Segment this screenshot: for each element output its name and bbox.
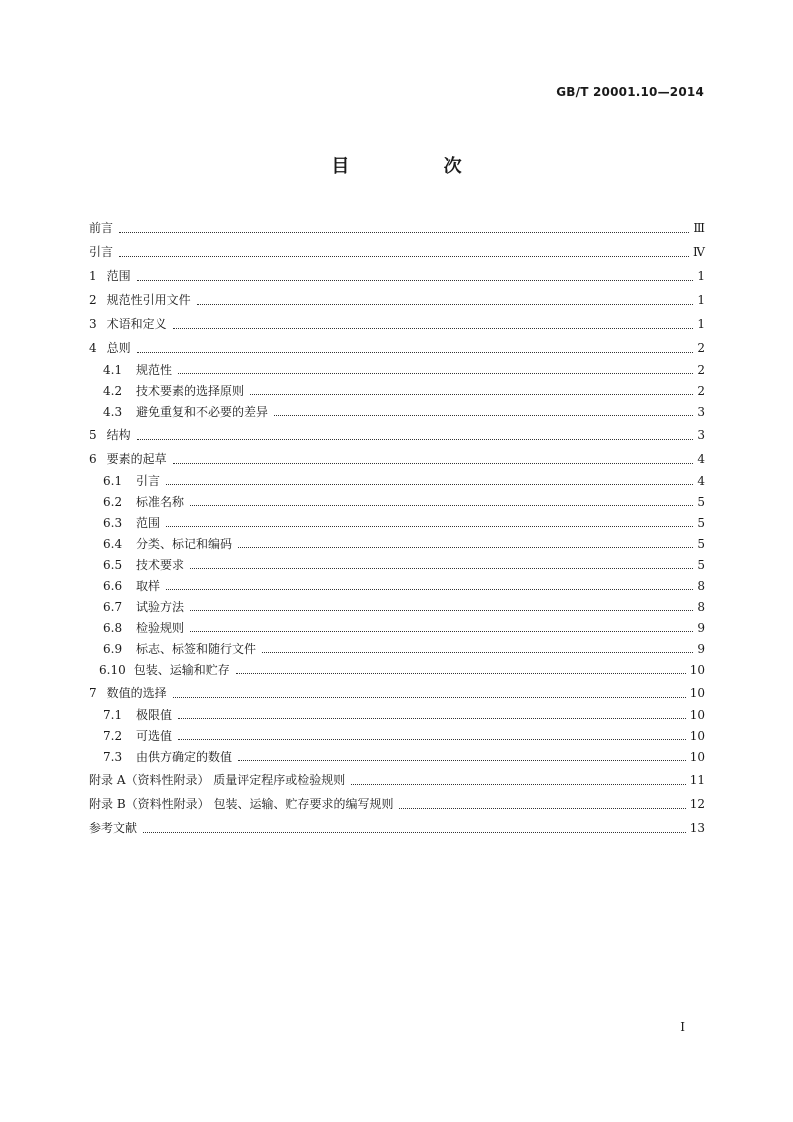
toc-entry-number: 7.3	[103, 750, 123, 764]
toc-entry-number: 6.3	[103, 516, 123, 530]
toc-dot-leader	[262, 652, 693, 653]
toc-entry[interactable]	[89, 423, 705, 447]
toc-entry-page: 2	[697, 341, 705, 355]
toc-entry[interactable]	[89, 576, 705, 597]
toc-entry-label: 标志、标签和随行文件	[136, 642, 257, 656]
toc-entry-label: 总则	[106, 341, 131, 355]
toc-entry-page: 1	[697, 269, 705, 283]
toc-entry-page: 10	[689, 729, 705, 743]
toc-entry[interactable]	[89, 618, 705, 639]
toc-entry-number: 6.2	[103, 495, 123, 509]
toc-entry-label: 分类、标记和编码	[136, 537, 233, 551]
toc-dot-leader	[178, 373, 693, 374]
toc-entry-page: 10	[689, 686, 705, 700]
toc-dot-leader	[173, 697, 686, 698]
toc-dot-leader	[236, 673, 686, 674]
toc-entry-page: 10	[689, 750, 705, 764]
toc-entry-label: 规范性引用文件	[106, 293, 191, 307]
toc-entry[interactable]	[89, 513, 705, 534]
toc-entry-label: 标准名称	[136, 495, 185, 509]
toc-entry[interactable]	[89, 534, 705, 555]
toc-entry-label: 技术要素的选择原则	[136, 384, 245, 398]
toc-entry[interactable]	[89, 216, 705, 240]
page-number: Ⅰ	[680, 1020, 685, 1034]
toc-entry-number: 1	[89, 269, 97, 283]
toc-entry[interactable]	[89, 381, 705, 402]
toc-entry-number: 3	[89, 317, 97, 331]
toc-entry-label: 范围	[106, 269, 131, 283]
toc-entry[interactable]	[89, 264, 705, 288]
toc-entry-label: 参考文献	[89, 821, 138, 835]
toc-entry[interactable]	[89, 816, 705, 840]
toc-entry[interactable]	[89, 336, 705, 360]
toc-entry-page: 2	[697, 384, 705, 398]
toc-dot-leader	[166, 484, 693, 485]
table-of-contents	[89, 216, 705, 840]
toc-dot-leader	[119, 256, 689, 257]
toc-entry-number: 6.7	[103, 600, 123, 614]
toc-entry-page: 3	[697, 428, 705, 442]
toc-entry-page: 5	[697, 558, 705, 572]
toc-entry[interactable]	[89, 360, 705, 381]
toc-entry-page: 5	[697, 495, 705, 509]
toc-entry-number: 6.9	[103, 642, 123, 656]
toc-entry-label: 规范性	[136, 363, 173, 377]
toc-dot-leader	[190, 631, 693, 632]
toc-entry[interactable]	[89, 471, 705, 492]
toc-dot-leader	[190, 505, 693, 506]
toc-entry-page: 8	[697, 579, 705, 593]
toc-entry-page: 9	[697, 621, 705, 635]
toc-entry-label: 术语和定义	[106, 317, 167, 331]
toc-entry-number: 2	[89, 293, 97, 307]
toc-entry-label: 包装、运输和贮存	[133, 663, 230, 677]
toc-entry-label: 由供方确定的数值	[136, 750, 233, 764]
toc-entry-number: 6.1	[103, 474, 123, 488]
toc-entry-label: 数值的选择	[106, 686, 167, 700]
toc-entry-number: 4.3	[103, 405, 123, 419]
toc-entry-number: 7.2	[103, 729, 123, 743]
toc-entry-page: 1	[697, 317, 705, 331]
toc-entry-label: 范围	[136, 516, 161, 530]
toc-entry-label: 极限值	[136, 708, 173, 722]
toc-entry-number: 6.5	[103, 558, 123, 572]
toc-dot-leader	[178, 718, 686, 719]
toc-dot-leader	[190, 610, 693, 611]
toc-dot-leader	[137, 280, 693, 281]
toc-entry-label: 引言	[136, 474, 161, 488]
toc-entry[interactable]	[89, 747, 705, 768]
toc-entry-page: Ⅳ	[693, 245, 705, 259]
toc-entry-page: 12	[689, 797, 705, 811]
toc-entry-number: 6.4	[103, 537, 123, 551]
standard-code: GB/T 20001.10—2014	[556, 85, 704, 99]
toc-entry-page: 4	[697, 452, 705, 466]
toc-dot-leader	[351, 784, 685, 785]
toc-entry[interactable]	[89, 792, 705, 816]
toc-dot-leader	[137, 439, 693, 440]
toc-entry[interactable]	[89, 681, 705, 705]
toc-dot-leader	[178, 739, 686, 740]
toc-entry-page: 10	[689, 663, 705, 677]
toc-entry-label: 可选值	[136, 729, 173, 743]
toc-entry-label: 前言	[89, 221, 114, 235]
toc-entry-number: 7	[89, 686, 97, 700]
toc-entry-number: 6	[89, 452, 97, 466]
toc-dot-leader	[250, 394, 693, 395]
toc-dot-leader	[197, 304, 693, 305]
toc-entry-page: 5	[697, 516, 705, 530]
toc-entry-page: 3	[697, 405, 705, 419]
toc-dot-leader	[238, 760, 686, 761]
toc-entry-label: 引言	[89, 245, 114, 259]
toc-dot-leader	[166, 526, 693, 527]
toc-entry-label: 检验规则	[136, 621, 185, 635]
toc-entry[interactable]	[89, 768, 705, 792]
toc-entry-label: 避免重复和不必要的差异	[136, 405, 269, 419]
toc-entry[interactable]	[89, 726, 705, 747]
toc-entry[interactable]	[89, 402, 705, 423]
toc-entry-label: 试验方法	[136, 600, 185, 614]
toc-entry-number: 6.8	[103, 621, 123, 635]
toc-entry-label: 结构	[106, 428, 131, 442]
toc-entry[interactable]	[89, 312, 705, 336]
toc-dot-leader	[238, 547, 693, 548]
toc-entry[interactable]	[89, 639, 705, 660]
toc-entry-page: 2	[697, 363, 705, 377]
toc-entry-number: 7.1	[103, 708, 123, 722]
toc-entry[interactable]	[89, 597, 705, 618]
toc-dot-leader	[173, 463, 693, 464]
toc-dot-leader	[137, 352, 693, 353]
toc-dot-leader	[166, 589, 693, 590]
toc-entry-label: 要素的起草	[106, 452, 167, 466]
toc-entry-page: 4	[697, 474, 705, 488]
toc-entry-page: 1	[697, 293, 705, 307]
toc-entry-number: 4.1	[103, 363, 123, 377]
toc-entry[interactable]	[89, 240, 705, 264]
toc-entry-label: 附录 B（资料性附录） 包装、运输、贮存要求的编写规则	[89, 797, 394, 811]
toc-entry[interactable]	[89, 492, 705, 513]
toc-entry-page: 5	[697, 537, 705, 551]
toc-entry-page: 10	[689, 708, 705, 722]
toc-entry-number: 6.6	[103, 579, 123, 593]
toc-entry[interactable]	[89, 555, 705, 576]
toc-entry-number: 4.2	[103, 384, 123, 398]
toc-dot-leader	[173, 328, 693, 329]
toc-entry[interactable]	[89, 288, 705, 312]
toc-entry-page: 11	[689, 773, 705, 787]
toc-entry-label: 附录 A（资料性附录） 质量评定程序或检验规则	[89, 773, 346, 787]
toc-entry-page: Ⅲ	[693, 221, 705, 235]
toc-dot-leader	[274, 415, 693, 416]
toc-entry-number: 6.10	[99, 663, 126, 677]
toc-dot-leader	[143, 832, 686, 833]
toc-entry-page: 9	[697, 642, 705, 656]
toc-entry-label: 技术要求	[136, 558, 185, 572]
toc-entry[interactable]	[89, 660, 705, 681]
toc-entry-number: 5	[89, 428, 97, 442]
toc-dot-leader	[399, 808, 685, 809]
toc-entry-label: 取样	[136, 579, 161, 593]
toc-title: 目 次	[331, 156, 506, 177]
toc-entry-page: 8	[697, 600, 705, 614]
toc-entry[interactable]	[89, 447, 705, 471]
toc-dot-leader	[190, 568, 693, 569]
toc-entry-page: 13	[689, 821, 705, 835]
toc-entry-number: 4	[89, 341, 97, 355]
toc-dot-leader	[119, 232, 689, 233]
toc-entry[interactable]	[89, 705, 705, 726]
